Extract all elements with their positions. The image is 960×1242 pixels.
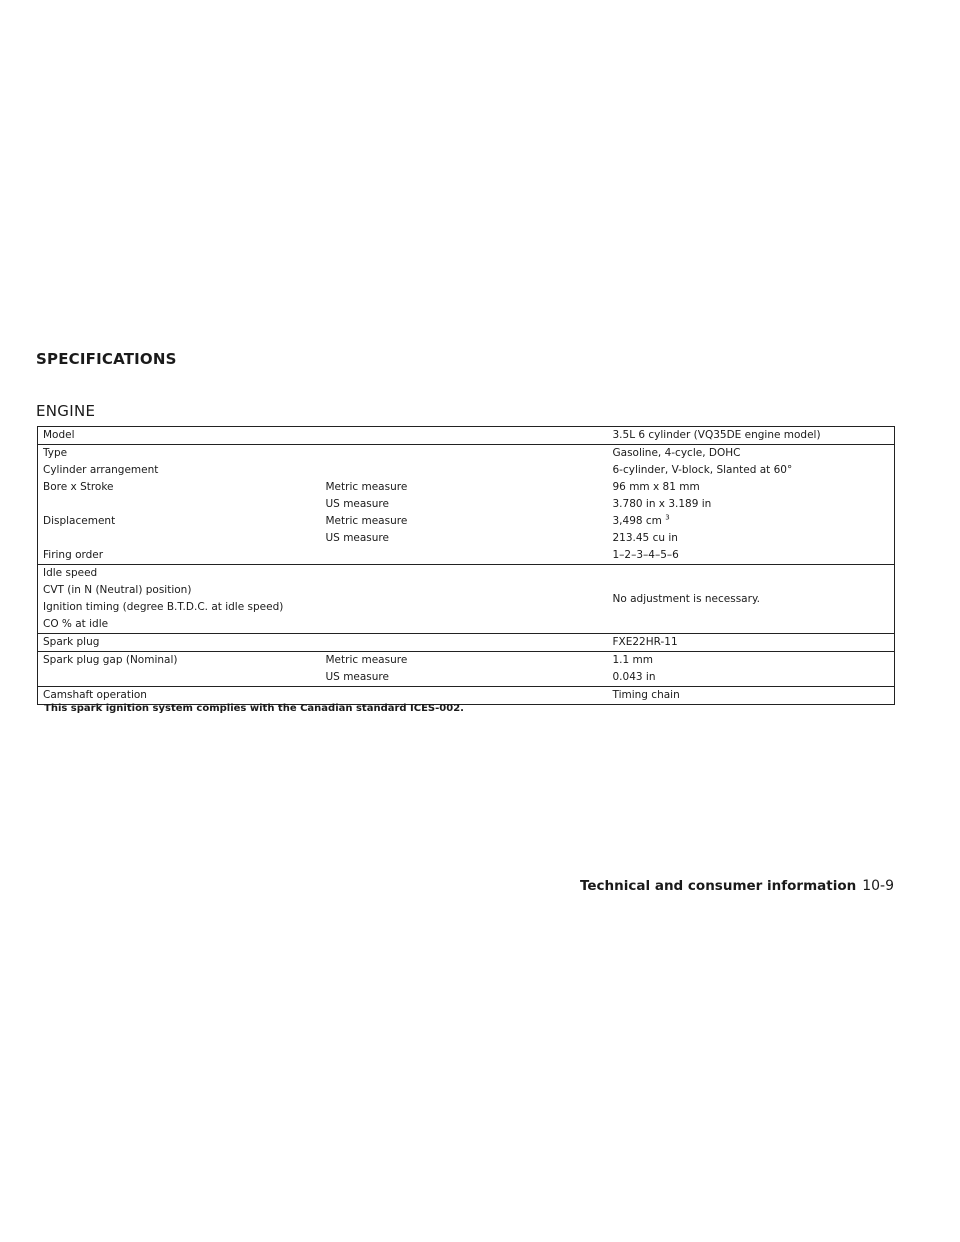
subsection-title: ENGINE (36, 402, 96, 420)
row-sublabel: US measure (325, 671, 389, 683)
row-sublabel (321, 599, 608, 616)
table-row (38, 445, 895, 463)
displacement-value: 3,498 cm (612, 515, 662, 527)
table-row (38, 530, 895, 547)
table-row (38, 565, 895, 583)
row-group-idle (38, 565, 895, 634)
row-sublabel (321, 582, 608, 599)
row-group-spark-plug-gap (38, 652, 895, 687)
row-label: Firing order (43, 549, 104, 561)
table-row (38, 669, 895, 687)
row-sublabel (321, 634, 608, 652)
row-label (38, 669, 321, 687)
row-sublabel (321, 445, 608, 463)
row-sublabel (321, 616, 608, 634)
table-row (38, 687, 895, 705)
row-group-camshaft (38, 687, 895, 705)
row-sublabel (321, 547, 608, 565)
table-row (38, 496, 895, 513)
row-sublabel (321, 462, 608, 479)
row-sublabel: Metric measure (325, 515, 408, 527)
page-number: 10-9 (862, 878, 894, 894)
row-label: Idle speed (43, 567, 98, 579)
superscript: 3 (665, 513, 670, 522)
row-label: Spark plug (43, 636, 100, 648)
row-sublabel: US measure (325, 532, 389, 544)
row-sublabel: Metric measure (325, 654, 408, 666)
row-label: Camshaft operation (43, 689, 147, 701)
row-sublabel (321, 565, 608, 583)
row-label: Cylinder arrangement (43, 464, 159, 476)
row-label (38, 530, 321, 547)
row-label: CVT (in N (Neutral) position) (43, 584, 192, 596)
table-row (38, 652, 895, 670)
row-label: Ignition timing (degree B.T.D.C. at idle speed) (43, 601, 284, 613)
table-row (38, 547, 895, 565)
table-row (38, 427, 895, 445)
row-value: 3.780 in x 3.189 in (612, 498, 712, 510)
table-row (38, 479, 895, 496)
compliance-note: This spark ignition system complies with the Canadian standard ICES-002. (44, 703, 464, 714)
row-value: 1–2–3–4–5–6 (612, 549, 679, 561)
engine-spec-table (37, 426, 895, 705)
row-group-engine-basics (38, 445, 895, 565)
section-title: SPECIFICATIONS (36, 350, 177, 368)
row-value: 3.5L 6 cylinder (VQ35DE engine model) (612, 429, 821, 441)
row-value: No adjustment is necessary. (612, 592, 760, 605)
row-value: 96 mm x 81 mm (612, 481, 700, 493)
footer-title: Technical and consumer information (579, 878, 857, 894)
table-row (38, 634, 895, 652)
table-row (38, 513, 895, 530)
row-sublabel (321, 687, 608, 705)
row-sublabel (321, 427, 608, 445)
row-value: Timing chain (612, 689, 680, 701)
row-sublabel: US measure (325, 498, 389, 510)
row-group-spark-plug (38, 634, 895, 652)
row-value: 0.043 in (612, 671, 656, 683)
row-label: Type (43, 447, 68, 459)
row-value (608, 513, 895, 530)
row-label: Bore x Stroke (43, 481, 114, 493)
row-value: FXE22HR-11 (612, 636, 678, 648)
row-label: CO % at idle (43, 618, 109, 630)
row-label (38, 496, 321, 513)
row-value: 6-cylinder, V-block, Slanted at 60° (612, 464, 793, 476)
row-label: Displacement (43, 515, 116, 527)
row-value: Gasoline, 4-cycle, DOHC (612, 447, 741, 459)
page-footer (580, 878, 894, 894)
row-value: 1.1 mm (612, 654, 653, 666)
row-sublabel: Metric measure (325, 481, 408, 493)
row-label: Model (43, 429, 75, 441)
table-row (38, 462, 895, 479)
row-group-model (38, 427, 895, 445)
row-value: 213.45 cu in (612, 532, 678, 544)
row-label: Spark plug gap (Nominal) (43, 654, 178, 666)
